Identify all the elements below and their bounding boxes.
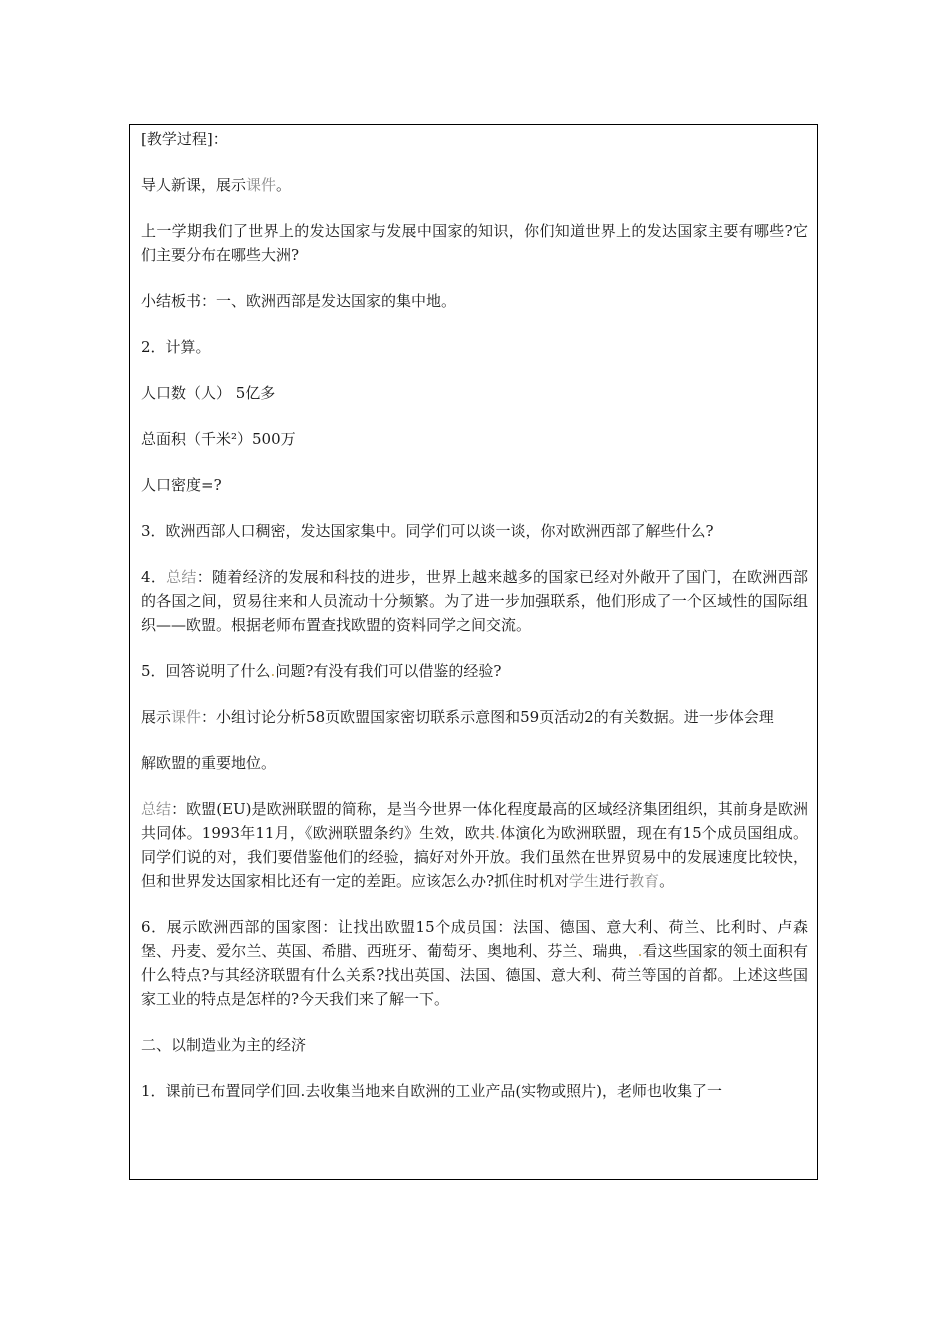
paragraph-point-5: 5．回答说明了什么.问题?有没有我们可以借鉴的经验? bbox=[141, 662, 502, 680]
accent-mark: . bbox=[637, 942, 643, 960]
paragraph-density: 人口密度=? bbox=[141, 476, 222, 494]
section-heading-manufacturing: 二、以制造业为主的经济 bbox=[141, 1036, 307, 1054]
paragraph-summary-board: 小结板书：一、欧洲西部是发达国家的集中地。 bbox=[141, 292, 457, 310]
paragraph-area: 总面积（千米²）500万 bbox=[141, 430, 296, 448]
paragraph-show-courseware: 展示课件：小组讨论分析58页欧盟国家密切联系示意图和59页活动2的有关数据。进一步体会理 bbox=[141, 708, 774, 726]
paragraph-point-4: 4．总结：随着经济的发展和科技的进步，世界上越来越多的国家已经对外敞开了国门，在欧洲西部的各国之间，贸易往来和人员流动十分频繁。为了进一步加强联系，他们形成了一个区域性的国际组织——欧盟。根据老师布置查找欧盟的资料同学之间交流。 bbox=[141, 568, 808, 634]
paragraph-population: 人口数（人） 5亿多 bbox=[141, 384, 276, 402]
paragraph-eu-importance: 解欧盟的重要地位。 bbox=[141, 754, 277, 772]
paragraph-calculate: 2．计算。 bbox=[141, 338, 211, 356]
paragraph-review-question: 上一学期我们了世界上的发达国家与发展中国家的知识，你们知道世界上的发达国家主要有哪些?它们主要分布在哪些大洲? bbox=[141, 222, 808, 264]
teaching-process-header: [教学过程]： bbox=[141, 130, 228, 148]
lesson-content-box bbox=[129, 124, 818, 1180]
paragraph-intro: 导人新课，展示课件。 bbox=[141, 176, 292, 194]
paragraph-point-3: 3．欧洲西部人口稠密，发达国家集中。同学们可以谈一谈，你对欧洲西部了解些什么? bbox=[141, 522, 714, 540]
paragraph-point-6: 6．展示欧洲西部的国家图：让找出欧盟15个成员国：法国、德国、意大利、荷兰、比利时、卢森堡、丹麦、爱尔兰、英国、希腊、西班牙、葡萄牙、奥地利、芬兰、瑞典，.看这些国家的领土面积有什么特点?与其经济联盟有什么关系?找出英国、法国、德国、意大利、荷兰等国的首都。上述这些国家工业的特点是怎样的?今天我们来了解一下。 bbox=[141, 918, 808, 1008]
paragraph-point-1-manufacturing: 1．课前已布置同学们回.去收集当地来自欧洲的工业产品(实物或照片)，老师也收集了一 bbox=[141, 1082, 723, 1100]
accent-mark: . bbox=[495, 824, 500, 842]
paragraph-eu-summary: 总结：欧盟(EU)是欧洲联盟的简称，是当今世界一体化程度最高的区域经济集团组织，其前身是欧洲共同体。1993年11月，《欧洲联盟条约》生效，欧共.体演化为欧洲联盟，现在有15个成员国组成。同学们说的对，我们要借鉴他们的经验，搞好对外开放。我们虽然在世界贸易中的发展速度比较快，但和世界发达国家相比还有一定的差距。应该怎么办?抓住时机对学生进行教育。 bbox=[141, 800, 809, 890]
accent-mark: . bbox=[270, 662, 276, 680]
